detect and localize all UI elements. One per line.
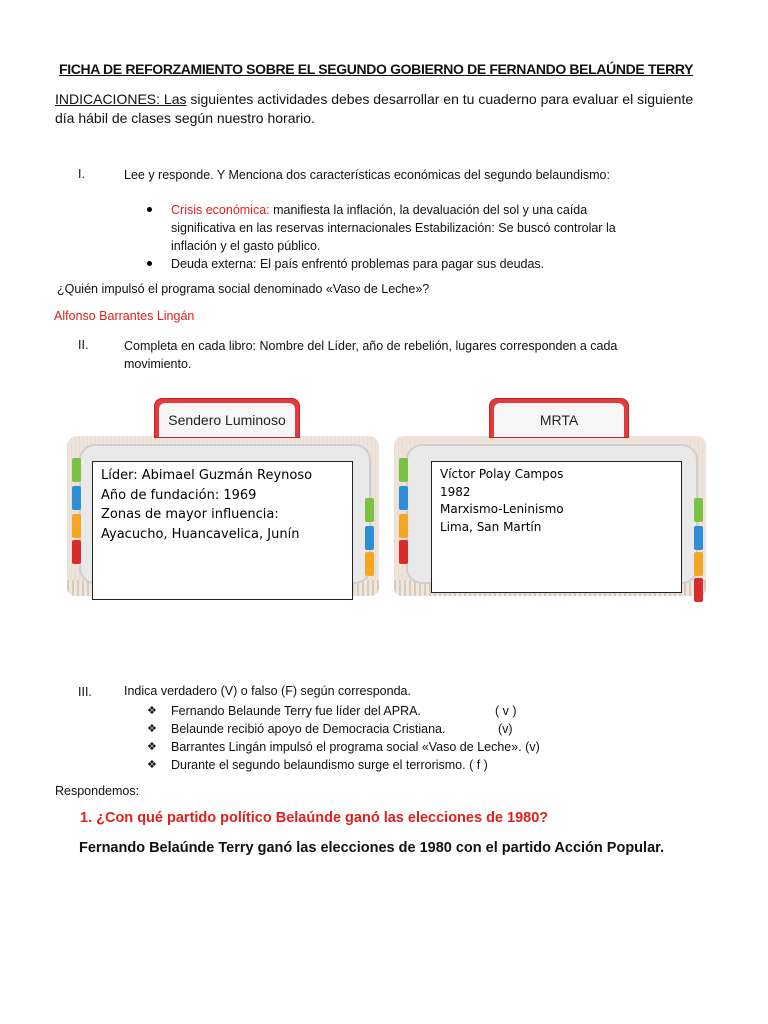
true-false-item bbox=[147, 720, 567, 738]
page-title: FICHA DE REFORZAMIENTO SOBRE EL SEGUNDO GOBIERNO DE FERNANDO BELAÚNDE TERRY bbox=[59, 61, 694, 77]
indications bbox=[55, 90, 715, 128]
statement-text: Durante el segundo belaundismo surge el terrorismo. bbox=[171, 758, 466, 772]
statement-mark: (v) bbox=[525, 740, 540, 754]
indications-text: siguientes actividades debes desarrollar en tu cuaderno para evaluar el siguiente día hábil de clases según nuestro horario. bbox=[55, 91, 694, 126]
section2-number: II. bbox=[78, 338, 89, 352]
indications-label: INDICACIONES: Las bbox=[55, 91, 187, 107]
zones-line: Lima, San Martín bbox=[440, 519, 542, 534]
statement-mark: ( v ) bbox=[495, 704, 517, 718]
bullet-label: Crisis económica: bbox=[171, 203, 270, 217]
respond-label: Respondemos: bbox=[55, 784, 140, 798]
vaso-de-leche-question: ¿Quién impulsó el programa social denominado «Vaso de Leche»? bbox=[57, 282, 430, 296]
book-answer-box bbox=[431, 461, 682, 593]
side-tab-blue bbox=[72, 486, 81, 510]
true-false-item bbox=[147, 738, 567, 756]
section3-number: III. bbox=[78, 685, 92, 699]
year-line: 1982 bbox=[440, 484, 471, 499]
bullet-icon bbox=[147, 261, 152, 266]
diamond-bullet-icon: ❖ bbox=[147, 759, 157, 771]
section1-number: I. bbox=[78, 167, 85, 181]
book-tab bbox=[489, 398, 629, 438]
book-tab-label: Sendero Luminoso bbox=[159, 403, 295, 437]
side-tab-blue bbox=[694, 526, 703, 550]
side-tab-orange bbox=[399, 514, 408, 538]
statement-text: Fernando Belaunde Terry fue líder del APRA. bbox=[171, 704, 421, 718]
book-mrta bbox=[394, 398, 706, 598]
true-false-item bbox=[147, 756, 567, 774]
party-question: 1. ¿Con qué partido político Belaúnde ganó las elecciones de 1980? bbox=[80, 810, 549, 826]
side-tab-green bbox=[365, 498, 374, 522]
statement-text: Belaunde recibió apoyo de Democracia Cristiana. bbox=[171, 722, 446, 736]
book-tab bbox=[154, 398, 300, 438]
bullet-text: manifiesta la inflación, la devaluación del sol y una caída significativa en las reservas internacionales Estabilización: Se buscó controlar la inflación y el gasto público. bbox=[171, 203, 616, 253]
side-tab-orange bbox=[365, 552, 374, 576]
party-answer: Fernando Belaúnde Terry ganó las elecciones de 1980 con el partido Acción Popular. bbox=[79, 840, 665, 856]
leader-line: Líder: Abimael Guzmán Reynoso bbox=[101, 468, 313, 483]
book-answer-box bbox=[92, 461, 353, 600]
true-false-item bbox=[147, 702, 567, 720]
vaso-de-leche-answer: Alfonso Barrantes Lingán bbox=[54, 309, 195, 323]
zones-line: Zonas de mayor influencia: Ayacucho, Huancavelica, Junín bbox=[101, 507, 300, 542]
diamond-bullet-icon: ❖ bbox=[147, 741, 157, 753]
statement-mark: ( f ) bbox=[469, 758, 488, 772]
section1-bullets bbox=[147, 201, 647, 273]
side-tab-red bbox=[72, 540, 81, 564]
diamond-bullet-icon: ❖ bbox=[147, 705, 157, 717]
section1-prompt: Lee y responde. Y Menciona dos características económicas del segundo belaundismo: bbox=[124, 168, 610, 182]
ideology-line: Marxismo-Leninismo bbox=[440, 502, 564, 516]
leader-line: Víctor Polay Campos bbox=[440, 467, 564, 481]
side-tab-red bbox=[694, 578, 703, 602]
statement-text: Barrantes Lingán impulsó el programa social «Vaso de Leche». bbox=[171, 740, 522, 754]
side-tab-blue bbox=[399, 486, 408, 510]
book-sendero-luminoso bbox=[67, 398, 379, 598]
side-tab-orange bbox=[694, 552, 703, 576]
bullet-text: Deuda externa: El país enfrentó problemas para pagar sus deudas. bbox=[171, 257, 545, 271]
bullet-item bbox=[147, 255, 647, 273]
side-tab-green bbox=[72, 458, 81, 482]
side-tab-blue bbox=[365, 526, 374, 550]
side-tab-red bbox=[399, 540, 408, 564]
book-tab-label: MRTA bbox=[494, 403, 624, 437]
section2-prompt: Completa en cada libro: Nombre del Líder, año de rebelión, lugares corresponden a cada movimiento. bbox=[124, 339, 618, 371]
bullet-icon bbox=[147, 207, 152, 212]
diamond-bullet-icon: ❖ bbox=[147, 723, 157, 735]
statement-mark: (v) bbox=[498, 722, 513, 736]
section3-prompt: Indica verdadero (V) o falso (F) según corresponda. bbox=[124, 684, 411, 698]
bullet-item bbox=[147, 201, 647, 255]
side-tab-green bbox=[399, 458, 408, 482]
year-line: Año de fundación: 1969 bbox=[101, 487, 257, 503]
side-tab-green bbox=[694, 498, 703, 522]
true-false-list bbox=[147, 702, 567, 774]
side-tab-orange bbox=[72, 514, 81, 538]
